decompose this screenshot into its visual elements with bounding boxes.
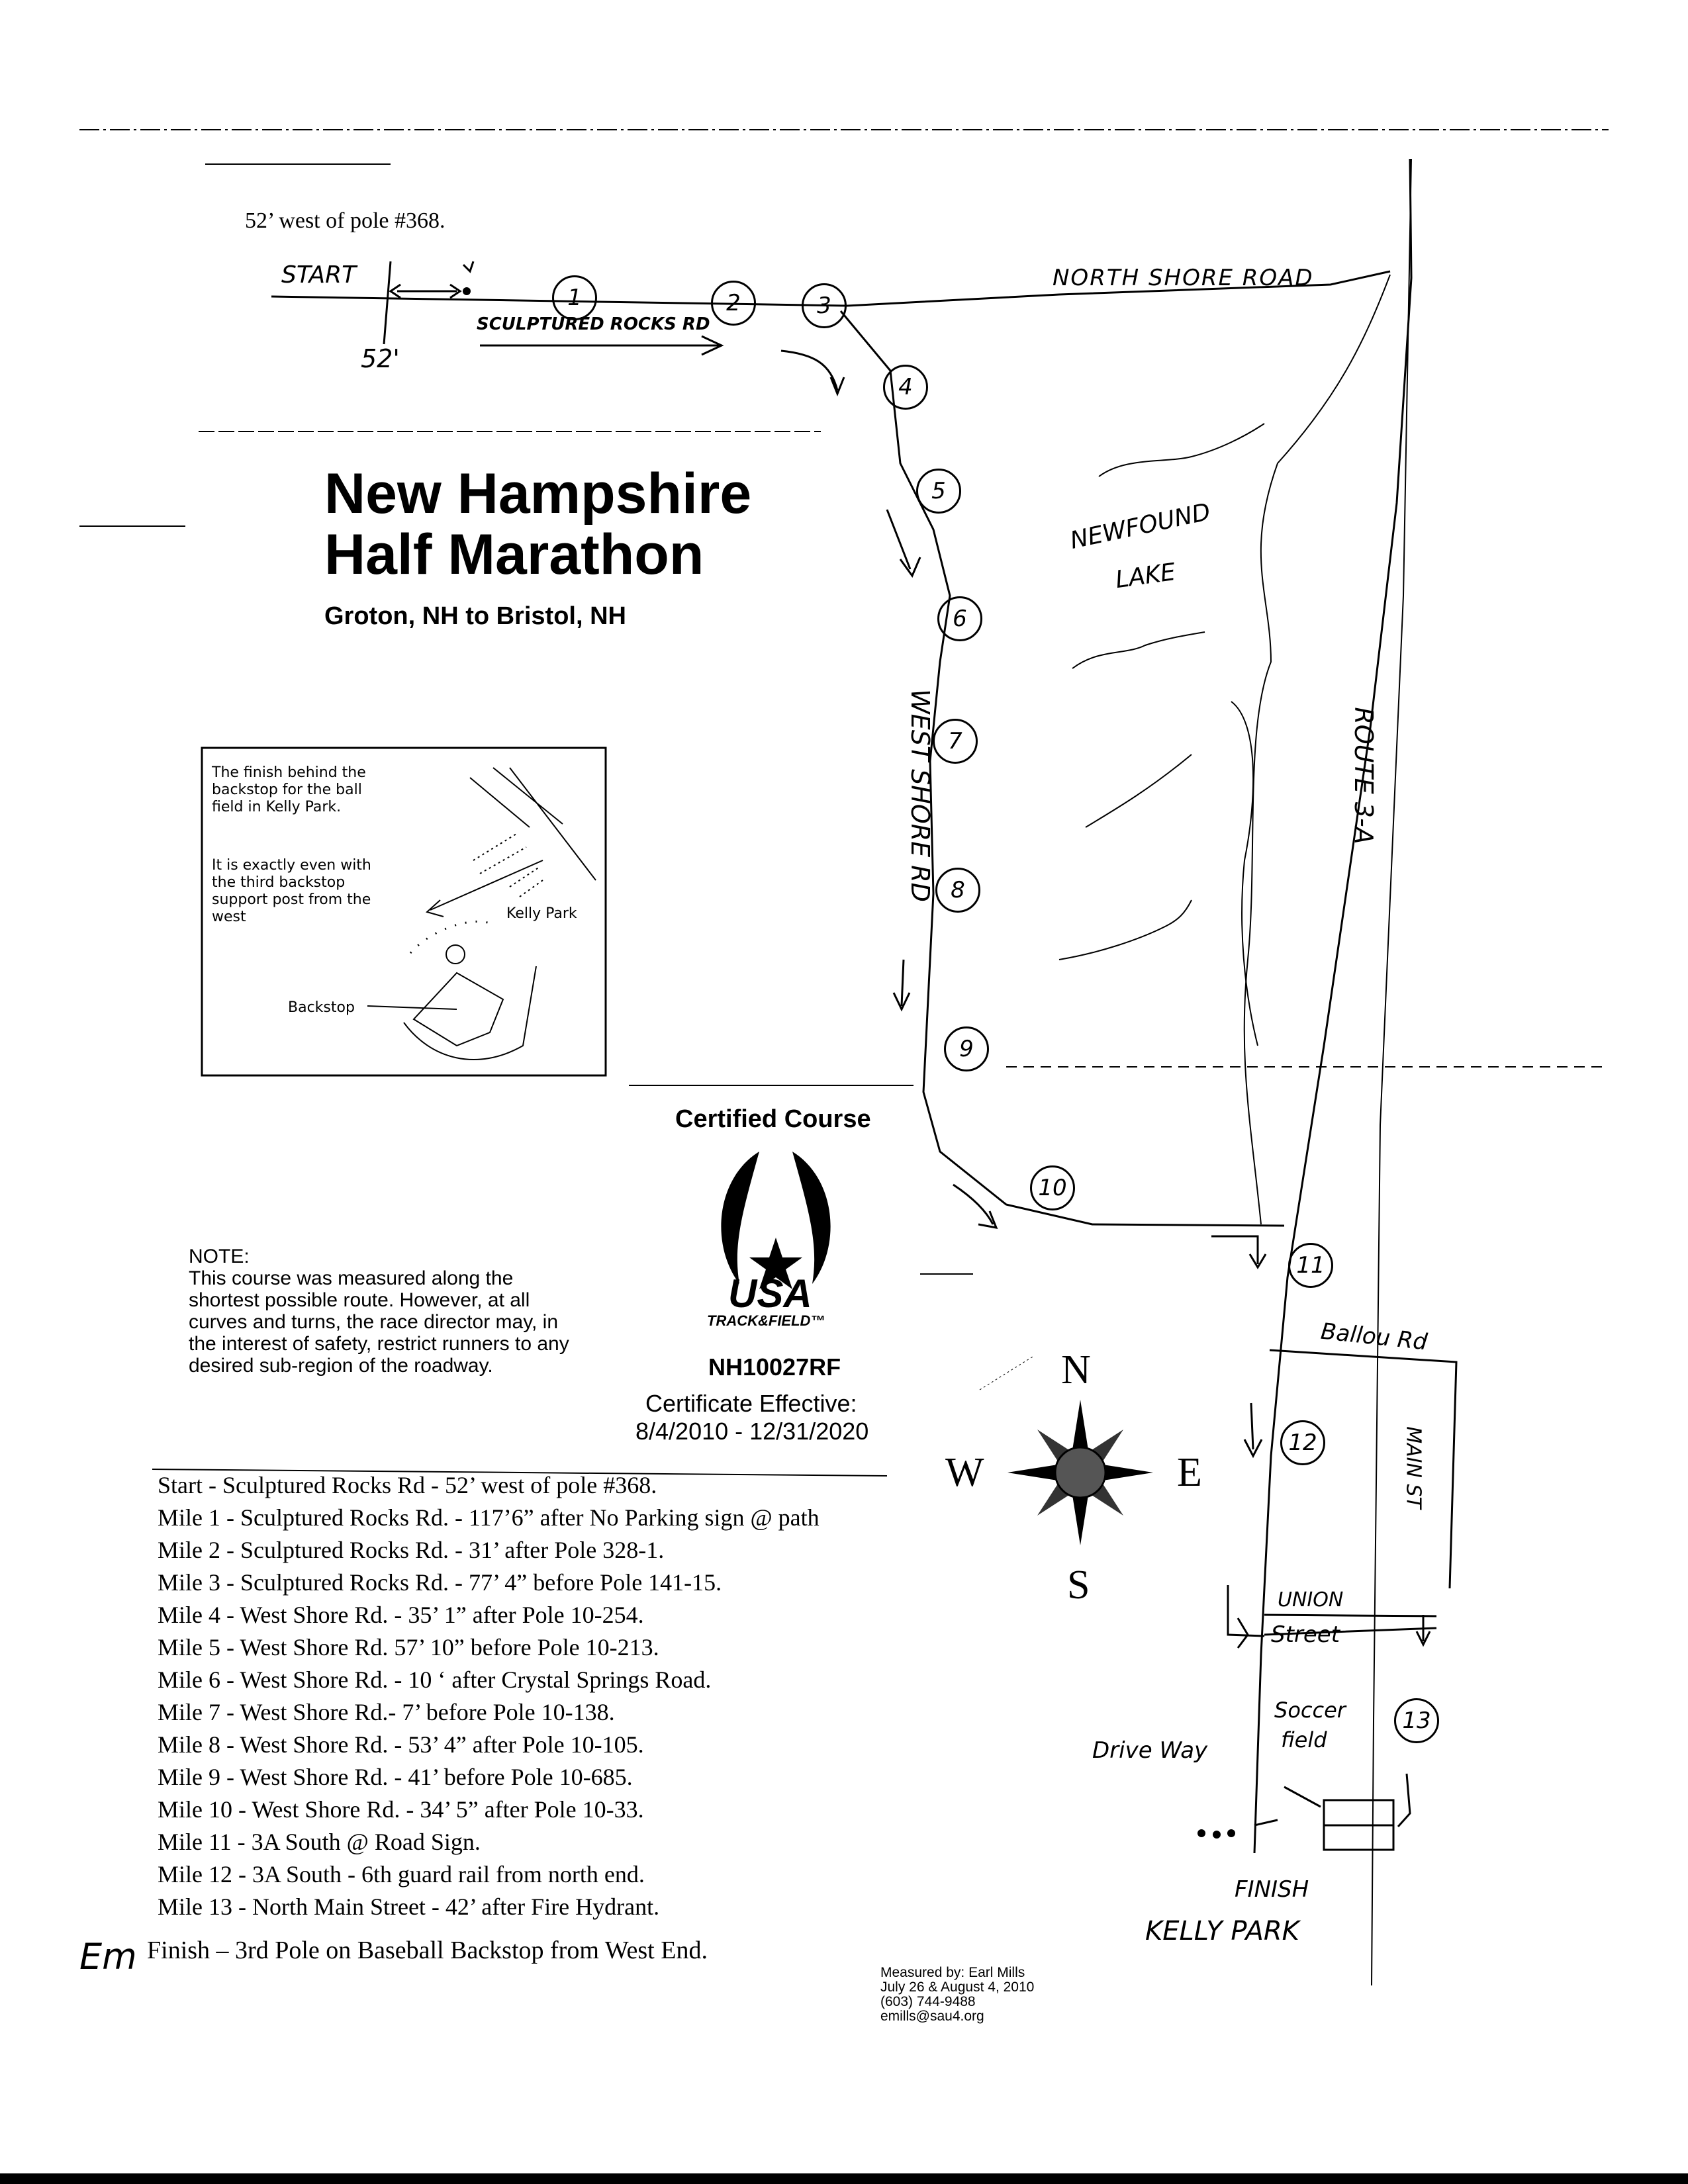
margin-initials: Em (79, 1936, 137, 1978)
mile-split-item: Mile 5 - West Shore Rd. 57’ 10” before Pole 10-213. (158, 1634, 659, 1661)
direction-arrow (480, 336, 722, 355)
mile-marker-4: 4 (883, 365, 928, 410)
measured-by-phone: (603) 744-9488 (880, 1994, 976, 2009)
mile-split-item: Mile 8 - West Shore Rd. - 53’ 4” after Pole 10-105. (158, 1731, 644, 1758)
mile-marker-7: 7 (933, 719, 978, 764)
finish-dot (1213, 1831, 1221, 1839)
sculptured-rocks-label: SCULPTURED ROCKS RD (477, 314, 710, 334)
note-body: This course was measured along the shortest possible route. However, at all curves and turns, the race director may, in the interest of safety, restrict runners to any desired sub-region of the roadway. (189, 1267, 569, 1377)
mile-marker-5: 5 (916, 469, 961, 514)
mile-split-item: Mile 12 - 3A South - 6th guard rail from north end. (158, 1861, 645, 1888)
inset-diamond (414, 973, 503, 1046)
measured-by-email: emills@sau4.org (880, 2009, 984, 2024)
compass-rose (1008, 1400, 1153, 1545)
inset-even-text: It is exactly even with the third backstop support post from the west (212, 857, 371, 925)
mile-marker-12: 12 (1280, 1420, 1325, 1465)
mile-marker-1: 1 (552, 275, 597, 320)
pole-368-dot (463, 287, 471, 295)
driveway-label: Drive Way (1092, 1737, 1208, 1764)
compass-west: W (945, 1450, 984, 1495)
inset-backstop (410, 921, 490, 953)
mile-marker-13: 13 (1394, 1698, 1439, 1743)
direction-arrow (781, 351, 844, 394)
mile-marker-10: 10 (1030, 1165, 1075, 1210)
direction-arrow (887, 510, 920, 576)
mile-split-item: Mile 1 - Sculptured Rocks Rd. - 117’6” after No Parking sign @ path (158, 1504, 820, 1531)
subtitle: Groton, NH to Bristol, NH (324, 602, 626, 630)
lake-wave (1086, 754, 1192, 827)
direction-arrow (1211, 1236, 1266, 1267)
mile-marker-11: 11 (1288, 1243, 1333, 1288)
usatf-logo-text: USA (728, 1271, 812, 1316)
inset-road (470, 768, 596, 880)
measured-by-dates: July 26 & August 4, 2010 (880, 1979, 1035, 1995)
mile-split-item: Mile 3 - Sculptured Rocks Rd. - 77’ 4” before Pole 141-15. (158, 1569, 722, 1596)
start-label: START (281, 261, 357, 289)
lake-wave (1231, 702, 1258, 1046)
route-3a-label: ROUTE 3-A (1349, 707, 1378, 844)
mile-split-item: Mile 13 - North Main Street - 42’ after Fire Hydrant. (158, 1893, 660, 1920)
usatf-logo (721, 1152, 830, 1289)
ballou-road-label: Ballou Rd (1319, 1318, 1429, 1356)
note-heading: NOTE: (189, 1246, 250, 1267)
kelly-park-label: KELLY PARK (1145, 1916, 1299, 1946)
measured-by-block (880, 1966, 1034, 2024)
title-line-1: New Hampshire (324, 462, 752, 525)
mile-split-item: Mile 6 - West Shore Rd. - 10 ‘ after Crystal Springs Road. (158, 1666, 712, 1693)
finish-area (1324, 1800, 1393, 1850)
certificate-effective-dates: 8/4/2010 - 12/31/2020 (635, 1418, 869, 1445)
title-line-2: Half Marathon (324, 523, 704, 586)
finish-dot (1227, 1829, 1235, 1837)
mile-split-item: Mile 2 - Sculptured Rocks Rd. - 31’ after Pole 328-1. (158, 1537, 665, 1563)
union-street-label-2: Street (1271, 1621, 1340, 1648)
start-offset-label: 52' (361, 344, 400, 373)
union-street-label-1: UNION (1278, 1588, 1344, 1612)
compass-south: S (1067, 1563, 1090, 1608)
mile-split-item: Mile 4 - West Shore Rd. - 35’ 1” after Pole 10-254. (158, 1602, 644, 1628)
ballou-road (1270, 1350, 1456, 1588)
mile-split-list (158, 1469, 978, 1923)
inset-backstop-label: Backstop (288, 999, 355, 1016)
mile-marker-3: 3 (802, 283, 847, 328)
inset-finish-text: The finish behind the backstop for the ball field in Kelly Park. (212, 764, 366, 815)
lake-wave (1072, 632, 1205, 668)
measured-by-name: Measured by: Earl Mills (880, 1965, 1025, 1980)
finish-line-text: Finish – 3rd Pole on Baseball Backstop from West End. (147, 1936, 708, 1964)
newfound-lake-label-2: LAKE (1113, 558, 1178, 594)
start-marker (384, 261, 391, 344)
certified-course-heading: Certified Course (675, 1105, 871, 1133)
main-st-label: MAIN ST (1401, 1426, 1425, 1509)
compass-east: E (1177, 1450, 1202, 1495)
mile-split-item: Mile 10 - West Shore Rd. - 34’ 5” after Pole 10-33. (158, 1796, 644, 1823)
mile-split-item: Mile 7 - West Shore Rd.- 7’ before Pole 10-138. (158, 1699, 615, 1725)
mile-marker-6: 6 (937, 596, 982, 641)
mile-split-item: Mile 9 - West Shore Rd. - 41’ before Pole 10-685. (158, 1764, 633, 1790)
west-shore-label: WEST SHORE RD (906, 689, 935, 902)
finish-label: FINISH (1235, 1876, 1309, 1903)
mile-marker-2: 2 (711, 281, 756, 326)
compass-north: N (1061, 1347, 1091, 1392)
direction-arrow (1244, 1403, 1262, 1456)
mile-marker-9: 9 (944, 1026, 989, 1071)
certificate-code: NH10027RF (708, 1353, 841, 1381)
mile-marker-8: 8 (935, 868, 980, 913)
lake-wave (1099, 424, 1264, 477)
inset-kelly-park-label: Kelly Park (506, 905, 577, 922)
soccer-field-label-1: Soccer (1274, 1698, 1346, 1723)
certificate-effective-label: Certificate Effective: (645, 1390, 857, 1417)
usatf-logo-subtext: TRACK&FIELD™ (707, 1312, 825, 1329)
mile-split-item: Mile 11 - 3A South @ Road Sign. (158, 1829, 481, 1855)
mile-split-item: Start - Sculptured Rocks Rd - 52’ west of pole #368. (158, 1472, 657, 1498)
newfound-lake-label-1: NEWFOUND (1068, 498, 1213, 555)
header-note: 52’ west of pole #368. (245, 208, 445, 233)
finish-dot (1197, 1829, 1205, 1837)
lake-wave (1059, 900, 1192, 960)
north-shore-label: NORTH SHORE ROAD (1053, 265, 1314, 291)
soccer-field-label-2: field (1281, 1727, 1327, 1752)
